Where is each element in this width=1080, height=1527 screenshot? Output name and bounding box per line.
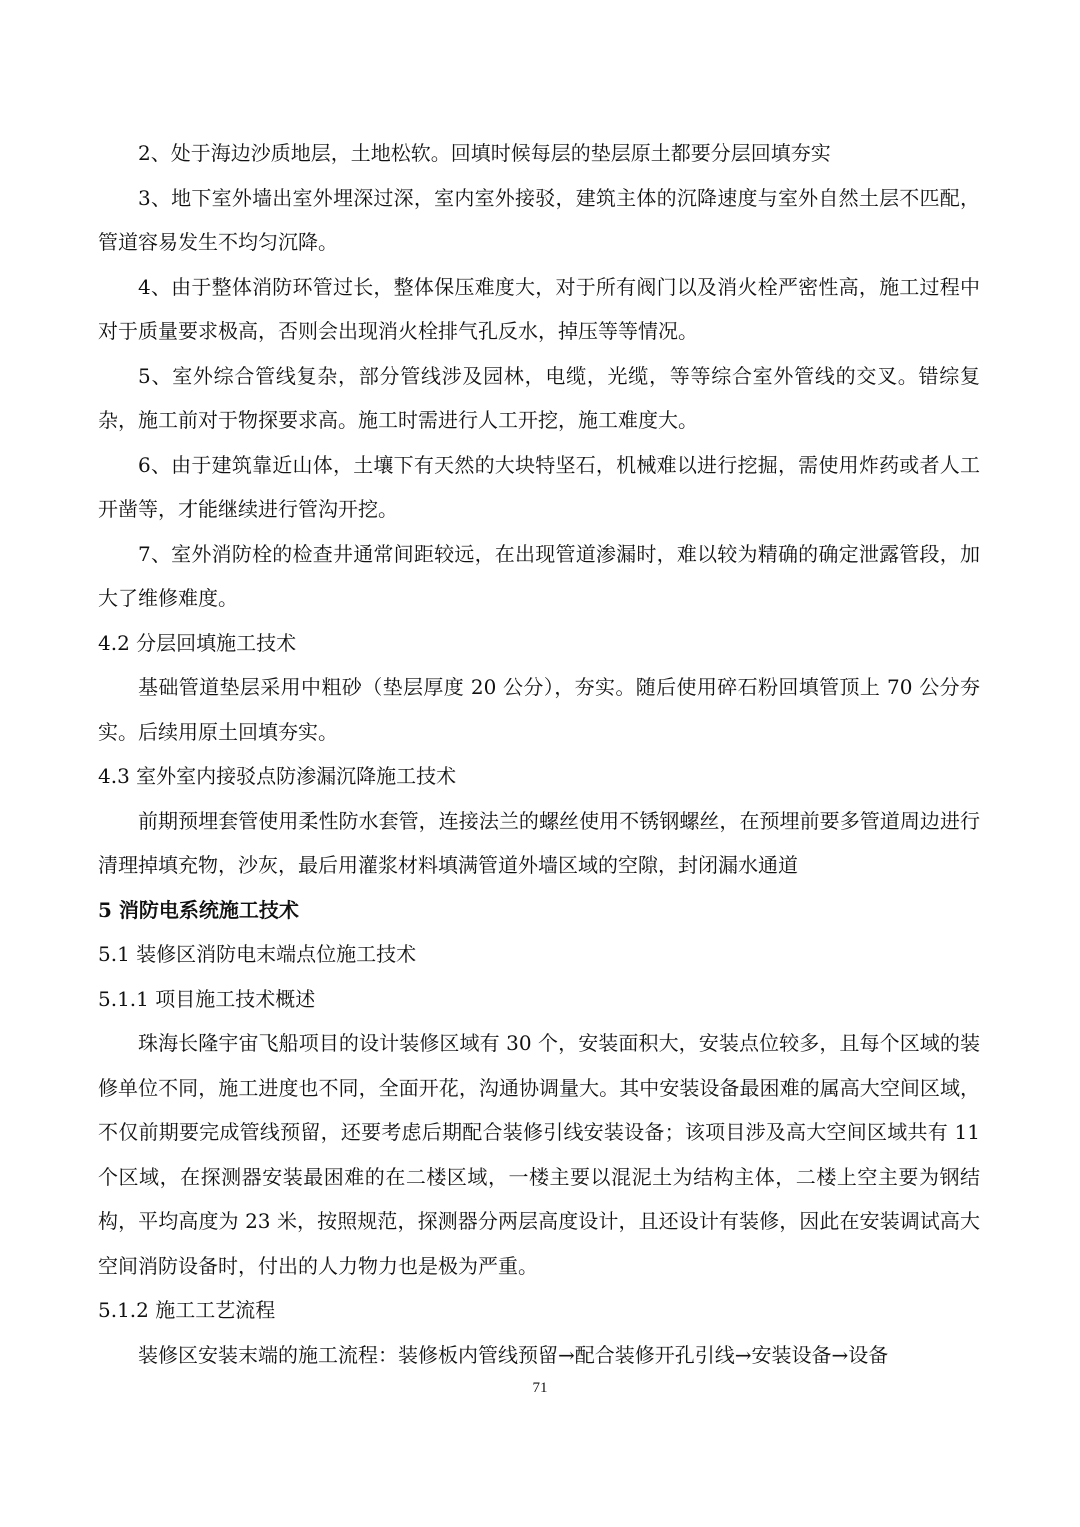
paragraph-item-5: 5、室外综合管线复杂，部分管线涉及园林，电缆，光缆，等等综合室外管线的交叉。错综复杂，施工前对于物探要求高。施工时需进行人工开挖，施工难度大。: [98, 363, 980, 432]
paragraph-item-6: 6、由于建筑靠近山体，土壤下有天然的大块特坚石，机械难以进行挖掘，需使用炸药或者人工开凿等，才能继续进行管沟开挖。: [98, 452, 980, 521]
paragraph-process-flow: 装修区安装末端的施工流程：装修板内管线预留→配合装修开孔引线→安装设备→设备: [138, 1342, 889, 1367]
page-number: 71: [532, 1380, 548, 1396]
paragraph-item-7: 7、室外消防栓的检查井通常间距较远，在出现管道渗漏时，难以较为精确的确定泄露管段，加大了维修难度。: [98, 541, 980, 610]
paragraph-item-3: 3、地下室外墙出室外埋深过深，室内室外接驳，建筑主体的沉降速度与室外自然土层不匹配，管道容易发生不均匀沉降。: [98, 185, 980, 254]
section-heading-4-2: 4.2 分层回填施工技术: [98, 630, 297, 655]
paragraph-item-4: 4、由于整体消防环管过长，整体保压难度大，对于所有阀门以及消火栓严密性高，施工过程中对于质量要求极高，否则会出现消火栓排气孔反水，掉压等等情况。: [98, 274, 980, 343]
section-heading-5-1: 5.1 装修区消防电末端点位施工技术: [98, 942, 417, 966]
section-heading-5-1-1: 5.1.1 项目施工技术概述: [98, 986, 316, 1011]
page-body: [98, 131, 980, 1377]
section-heading-4-3: 4.3 室外室内接驳点防渗漏沉降施工技术: [98, 764, 457, 788]
chapter-heading-5: 5 消防电系统施工技术: [98, 897, 299, 922]
paragraph-junction: 前期预埋套管使用柔性防水套管，连接法兰的螺丝使用不锈钢螺丝，在预埋前要多管道周边进行清理掉填充物，沙灰，最后用灌浆材料填满管道外墙区域的空隙，封闭漏水通道: [98, 808, 980, 877]
paragraph-overview: 珠海长隆宇宙飞船项目的设计装修区域有 30 个，安装面积大，安装点位较多，且每个区域的装修单位不同，施工进度也不同，全面开花，沟通协调量大。其中安装设备最困难的属高大空间区域，不仅前期要完成管线预留，还要考虑后期配合装修引线安装设备；该项目涉及高大空间区域共有 11 个区域，在探测器安装最困难的在二楼区域，一楼主要以混泥土为结构主体，二楼上空主要为钢结构，平均高度为 23 米，按照规范，探测器分两层高度设计，且还设计有装修，因此在安装调试高大空间消防设备时，付出的人力物力也是极为严重。: [98, 1031, 980, 1278]
paragraph-backfill: 基础管道垫层采用中粗砂（垫层厚度 20 公分），夯实。随后使用碎石粉回填管顶上 70 公分夯实。后续用原土回填夯实。: [98, 675, 980, 744]
paragraph-item-2: 2、处于海边沙质地层，土地松软。回填时候每层的垫层原土都要分层回填夯实: [138, 141, 831, 165]
section-heading-5-1-2: 5.1.2 施工工艺流程: [98, 1298, 276, 1322]
